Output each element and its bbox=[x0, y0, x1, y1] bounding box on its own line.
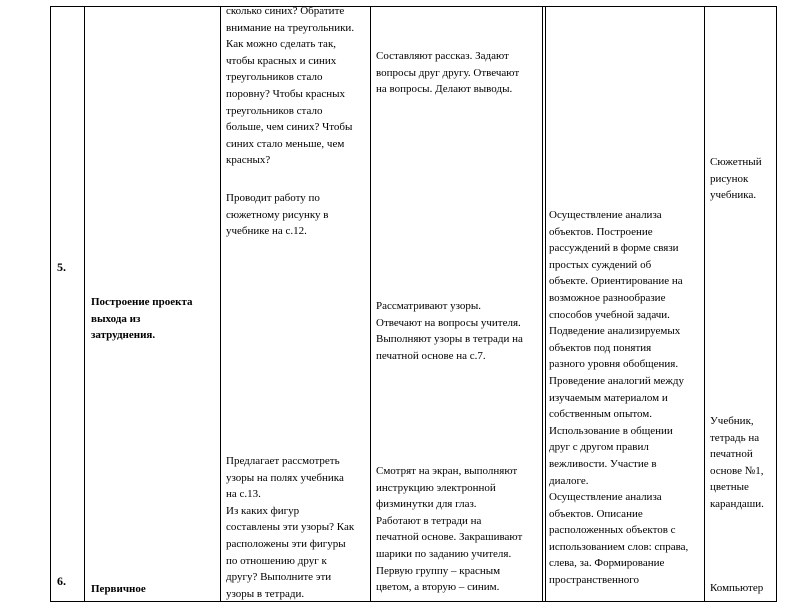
student-activity-3: Смотрят на экран, выполняют инструкцию электронной физминутки для глаз. Работают в тетради на печатной основе. Закрашивают шарики по заданию учителя. Первую группу – красным цветом, а вторую – синим. bbox=[376, 465, 523, 594]
column-divider bbox=[84, 7, 85, 601]
resources-2: Учебник, тетрадь на печатной основе №1, цветные карандаши. bbox=[710, 415, 764, 510]
column-divider bbox=[220, 7, 221, 601]
column-divider bbox=[704, 7, 705, 601]
stage-title-5: Построение проекта выхода из затруднения. bbox=[91, 296, 193, 342]
resources-1: Сюжетный рисунок учебника. bbox=[710, 156, 762, 202]
teacher-activity-2: Проводит работу по сюжетному рисунку в учебнике на с.12. bbox=[226, 192, 329, 238]
resources-3: Компьютер bbox=[710, 582, 764, 594]
column-divider bbox=[370, 7, 371, 601]
student-activity-2: Рассматривают узоры. Отвечают на вопросы учителя. Выполняют узоры в тетради на печатной основе на с.7. bbox=[376, 300, 523, 362]
lesson-plan-table bbox=[50, 6, 777, 602]
row-number-5: 5. bbox=[57, 260, 66, 274]
student-activity-1: Составляют рассказ. Задают вопросы друг другу. Отвечают на вопросы. Делают выводы. bbox=[376, 50, 520, 96]
teacher-activity-1: сколько синих? Обратите внимание на треугольники. Как можно сделать так, чтобы красных и синих треугольников стало поровну? Чтобы красных треугольников стало больше, чем синих? Чтобы синих стало меньше, чем красных? bbox=[226, 5, 355, 167]
stage-title-6: Первичное bbox=[91, 583, 146, 595]
row-number-6: 6. bbox=[57, 574, 66, 588]
column-divider bbox=[542, 7, 546, 601]
teacher-activity-3: Предлагает рассмотреть узоры на полях учебника на с.13. Из каких фигур составлены эти узоры? Как расположены эти фигуры по отношению друг к другу? Выполните эти узоры в тетради. bbox=[226, 455, 355, 600]
learning-actions: Осуществление анализа объектов. Построение рассуждений в форме связи простых суждений об объекте. Ориентирование на возможное разнообразие способов учебной задачи. Подведение анализируемых объектов под понятия разного уровня обобщения. Проведение аналогий между изучаемым материалом и собственным опытом. Использование в общении друг с другом правил вежливости. Участие в диалоге. Осуществление анализа объектов. Описание расположенных объектов с использованием слов: справа, слева, за. Формирование пространственного bbox=[549, 209, 689, 587]
